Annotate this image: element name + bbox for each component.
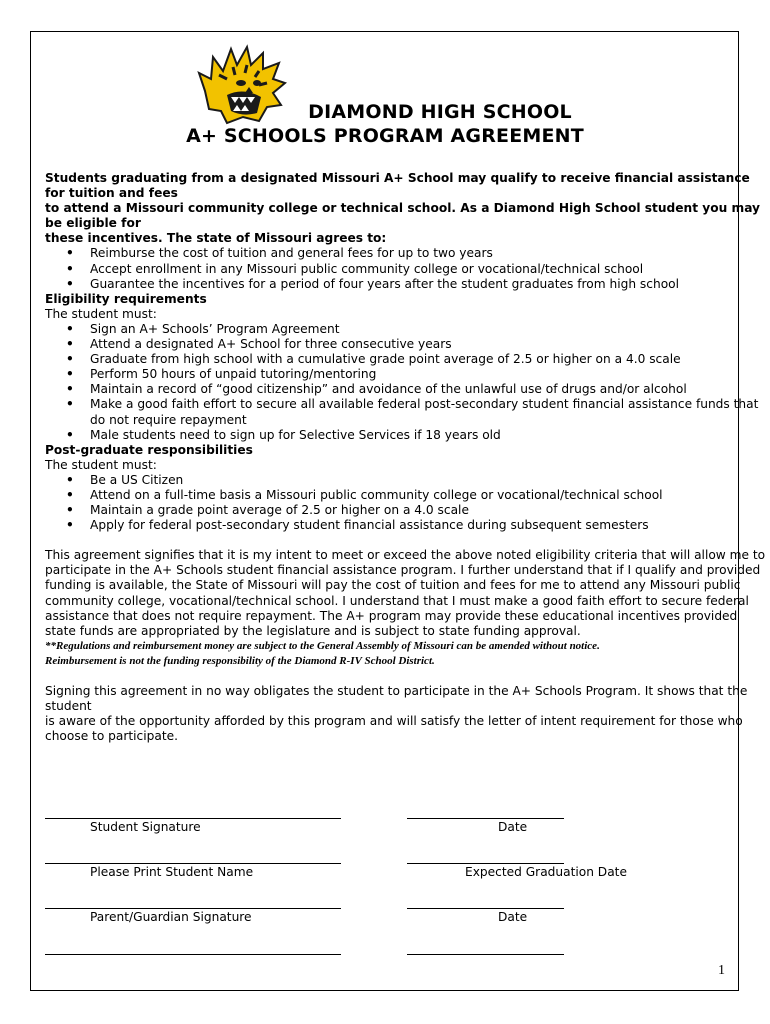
agreement-line: funding is available, the State of Missouri will pay the cost of tuition and fees for me to attend any Missouri public [45, 578, 741, 593]
signing-line: is aware of the opportunity afforded by this program and will satisfy the letter of intent requirement for those who [45, 714, 743, 728]
print-name-label: Please Print Student Name [90, 865, 254, 879]
post-graduate-list [45, 473, 767, 533]
agreement-line: participate in the A+ Schools student financial assistance program. I further understand that if I qualify and provided [45, 563, 761, 578]
intro-line: these incentives. The state of Missouri agrees to: [45, 231, 387, 246]
list-item: • Accept enrollment in any Missouri public community college or vocational/technical school [45, 262, 767, 277]
parent-signature-label: Parent/Guardian Signature [90, 910, 252, 924]
page-number: 1 [718, 963, 725, 978]
list-item: • Make a good faith effort to secure all available federal post-secondary student financial assistance funds that do not require repayment [45, 397, 767, 427]
eligibility-list [45, 322, 767, 443]
school-title: DIAMOND HIGH SCHOOL [308, 101, 572, 123]
agreement-line: This agreement signifies that it is my intent to meet or exceed the above noted eligibility criteria that will allow me to [45, 548, 766, 563]
state-agrees-list [45, 246, 767, 291]
signing-line: Signing this agreement in no way obligates the student to participate in the A+ Schools Program. It shows that the student [45, 683, 748, 713]
grad-date-line[interactable] [407, 863, 564, 864]
list-item: • Perform 50 hours of unpaid tutoring/mentoring [45, 367, 767, 382]
intro-line: to attend a Missouri community college or technical school. As a Diamond High School student you may be eligible for [45, 201, 760, 231]
list-item: • Attend a designated A+ School for three consecutive years [45, 337, 767, 352]
signing-line: choose to participate. [45, 729, 178, 744]
agreement-line: state funds are appropriated by the legislature and is subject to state funding approval. [45, 623, 581, 638]
program-title: A+ SCHOOLS PROGRAM AGREEMENT [186, 125, 584, 147]
date-label-2: Date [498, 910, 528, 924]
post-graduate-heading: Post-graduate responsibilities [45, 442, 253, 457]
list-item: • Sign an A+ Schools’ Program Agreement [45, 322, 767, 337]
date-line-2[interactable] [407, 908, 564, 909]
date-line-1[interactable] [407, 818, 564, 819]
list-item: • Reimburse the cost of tuition and general fees for up to two years [45, 246, 767, 261]
regulation-note: Reimbursement is not the funding responsibility of the Diamond R-IV School District. [45, 654, 435, 667]
list-item: • Maintain a record of “good citizenship” and avoidance of the unlawful use of drugs and/or alcohol [45, 382, 767, 397]
intro-line: Students graduating from a designated Missouri A+ School may qualify to receive financial assistance for tuition and fees [45, 171, 750, 201]
parent-signature-line[interactable] [45, 908, 341, 909]
student-signature-line[interactable] [45, 818, 341, 819]
list-item: • Graduate from high school with a cumulative grade point average of 2.5 or higher on a 4.0 scale [45, 352, 767, 367]
list-item: • Maintain a grade point average of 2.5 or higher on a 4.0 scale [45, 503, 767, 518]
list-item: • Apply for federal post-secondary student financial assistance during subsequent semesters [45, 518, 767, 533]
document-body [45, 171, 767, 744]
list-item: • Attend on a full-time basis a Missouri public community college or vocational/technical school [45, 488, 767, 503]
print-name-line[interactable] [45, 863, 341, 864]
extra-signature-line[interactable] [45, 954, 341, 955]
agreement-line: community college, vocational/technical school. I understand that I must make a good faith effort to secure federal [45, 593, 749, 608]
grad-date-label: Expected Graduation Date [465, 865, 627, 879]
list-item: • Guarantee the incentives for a period of four years after the student graduates from high school [45, 277, 767, 292]
agreement-line: assistance that does not require repayment. The A+ program may provide these educational incentives provided [45, 608, 738, 623]
list-item: • Be a US Citizen [45, 473, 767, 488]
student-signature-label: Student Signature [90, 820, 201, 834]
extra-date-line[interactable] [407, 954, 564, 955]
post-graduate-lead: The student must: [45, 457, 157, 472]
eligibility-lead: The student must: [45, 306, 157, 321]
list-item: • Male students need to sign up for Selective Services if 18 years old [45, 428, 767, 443]
date-label-1: Date [498, 820, 528, 834]
eligibility-heading: Eligibility requirements [45, 291, 207, 306]
regulation-note: **Regulations and reimbursement money are subject to the General Assembly of Missouri can be amended without notice. [45, 639, 600, 652]
